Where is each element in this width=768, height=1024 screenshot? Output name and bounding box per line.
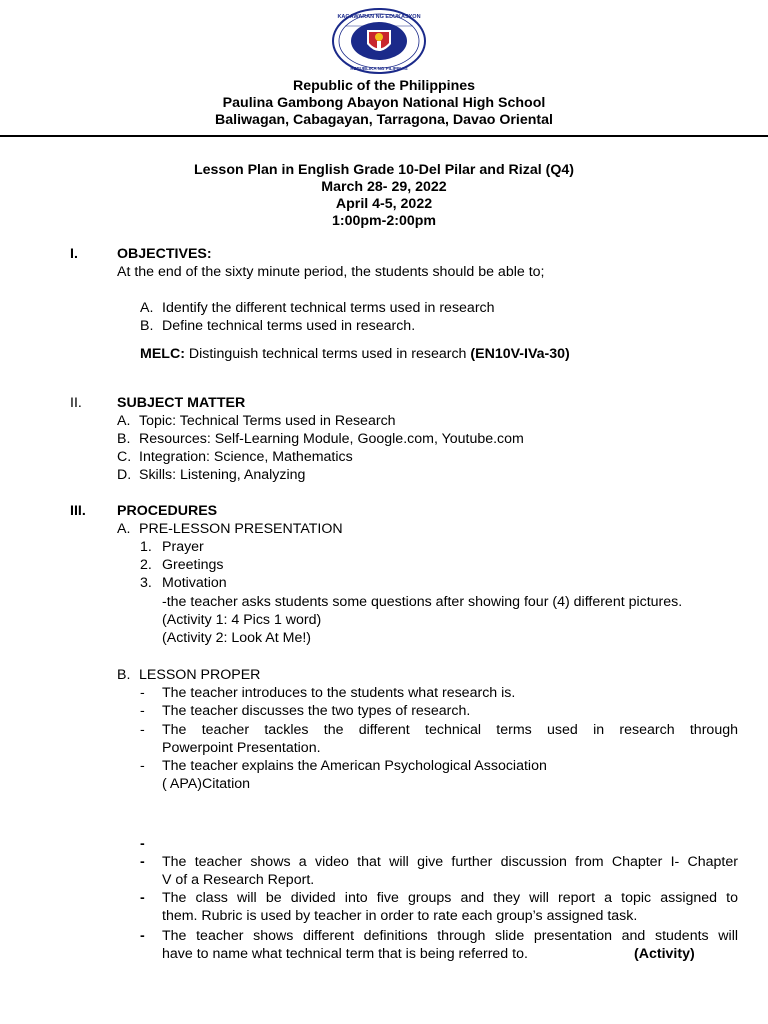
objective-marker: B. [140,318,154,334]
bullet-dash: - [140,685,145,701]
section-numeral-objectives: I. [70,246,78,262]
lesson-proper-item: The teacher tackles the different technical terms used in research through [162,722,738,738]
activity-tag: (Activity) [634,946,695,962]
subject-item: Skills: Listening, Analyzing [139,467,306,483]
lesson-proper-activity: The teacher shows different definitions through slide presentation and students will [162,928,738,944]
pre-lesson-step: Greetings [162,557,224,573]
header-address: Baliwagan, Cabagayan, Tarragona, Davao Oriental [215,112,553,128]
pre-lesson-marker: A. [117,521,131,537]
lesson-proper-item: The teacher discusses the two types of research. [162,703,471,719]
header-country: Republic of the Philippines [292,78,476,94]
subject-marker: B. [117,431,131,447]
lesson-date-1: March 28- 29, 2022 [321,179,447,195]
bullet-dash-bold: - [140,890,145,906]
melc-label: MELC: [140,346,185,362]
bullet-dash: - [140,758,145,774]
section-numeral-procedures: III. [70,503,86,519]
objective-item: Identify the different technical terms used in research [162,300,495,316]
subject-matter-heading: SUBJECT MATTER [117,395,246,411]
pre-lesson-step-marker: 1. [140,539,152,555]
lesson-time: 1:00pm-2:00pm [331,213,437,229]
lesson-date-2: April 4-5, 2022 [335,196,433,212]
melc-text: Distinguish technical terms used in research [184,346,471,362]
melc-code: (EN10V-IVa-30) [470,346,570,362]
lesson-proper-activity-continued: them. Rubric is used by teacher in order to rate each group’s assigned task. [162,908,638,924]
lesson-proper-label: LESSON PROPER [139,667,261,683]
header-school: Paulina Gambong Abayon National High School [222,95,546,111]
pre-lesson-step: Motivation [162,575,227,591]
bullet-dash-bold: - [140,928,145,944]
motivation-line: (Activity 1: 4 Pics 1 word) [162,612,322,628]
motivation-line: (Activity 2: Look At Me!) [162,630,312,646]
lesson-proper-activity-continued: have to name what technical term that is being referred to. [162,946,528,962]
lesson-proper-marker: B. [117,667,131,683]
objective-item: Define technical terms used in research. [162,318,416,334]
procedures-heading: PROCEDURES [117,503,218,519]
lesson-proper-item-continued: ( APA)Citation [162,776,251,792]
melc-line [140,346,570,362]
seal-bottom-text: REPUBLIKA NG PILIPINAS [350,66,408,71]
bullet-dash: - [140,722,145,738]
subject-marker: D. [117,467,132,483]
lesson-plan-title: Lesson Plan in English Grade 10-Del Pilar and Rizal (Q4) [193,162,574,178]
deped-seal-logo [331,8,427,74]
motivation-line: -the teacher asks students some questions after showing four (4) different pictures. [162,594,683,610]
lesson-proper-item-continued: Powerpoint Presentation. [162,740,321,756]
objective-marker: A. [140,300,154,316]
objectives-heading: OBJECTIVES: [117,246,212,262]
objectives-intro: At the end of the sixty minute period, the students should be able to; [117,264,545,280]
bullet-dash: - [140,703,145,719]
subject-item: Integration: Science, Mathematics [139,449,353,465]
section-numeral-subject-matter: II. [70,395,82,411]
bullet-dash-bold: - [140,854,145,870]
subject-marker: A. [117,413,131,429]
pre-lesson-step-marker: 3. [140,575,152,591]
lesson-proper-item: The teacher introduces to the students what research is. [162,685,516,701]
pre-lesson-step: Prayer [162,539,204,555]
lesson-proper-activity: The class will be divided into five groups and they will report a topic assigned to [162,890,738,906]
subject-marker: C. [117,449,132,465]
subject-item: Resources: Self-Learning Module, Google.com, Youtube.com [139,431,524,447]
bullet-dash-bold: - [140,836,145,852]
pre-lesson-step-marker: 2. [140,557,152,573]
subject-item: Topic: Technical Terms used in Research [139,413,396,429]
lesson-proper-activity: The teacher shows a video that will give further discussion from Chapter I- Chapter [162,854,738,870]
lesson-proper-activity-continued: V of a Research Report. [162,872,315,888]
lesson-proper-item: The teacher explains the American Psychological Association [162,758,547,774]
seal-top-text: KAGAWARAN NG EDUKASYON [337,14,421,20]
header-divider [0,135,768,137]
pre-lesson-label: PRE-LESSON PRESENTATION [139,521,343,537]
